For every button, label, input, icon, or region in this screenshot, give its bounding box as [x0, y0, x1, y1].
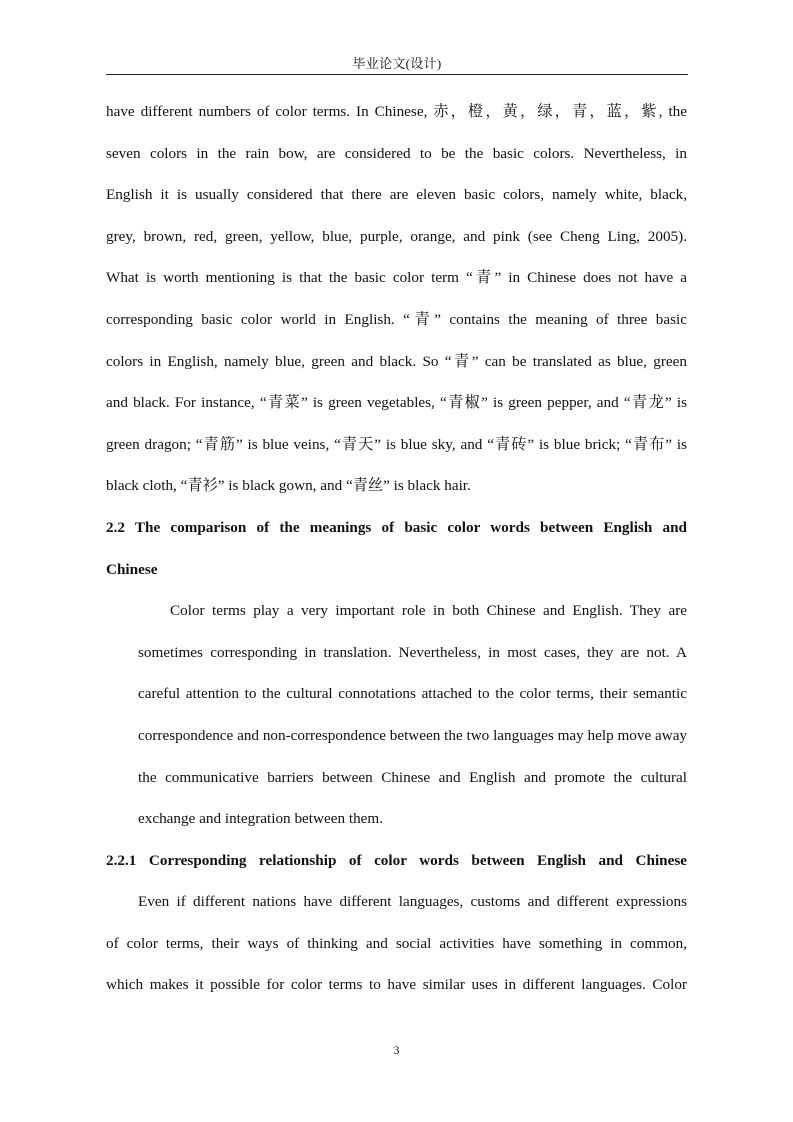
document-body — [106, 91, 687, 1006]
text-line: Color terms play a very important role in both Chinese and English. They are — [170, 602, 687, 620]
page-number: 3 — [393, 1043, 400, 1057]
text-line: What is worth mentioning is that the basic color term “青” in Chinese does not have a — [106, 269, 687, 287]
text-line: seven colors in the rain bow, are considered to be the basic colors. Nevertheless, in — [106, 144, 687, 162]
text-line: corresponding basic color world in English. “青” contains the meaning of three basic — [106, 310, 687, 328]
header-rule — [106, 74, 688, 75]
text-line: which makes it possible for color terms to have similar uses in different languages. Color — [106, 976, 687, 994]
text-line: English it is usually considered that there are eleven basic colors, namely white, black, — [106, 186, 687, 204]
text-line: black cloth, “青衫” is black gown, and “青丝” is black hair. — [106, 477, 471, 495]
heading-line: 2.2 The comparison of the meanings of basic color words between English and — [106, 518, 687, 536]
text-line: careful attention to the cultural connotations attached to the color terms, their semantic — [138, 685, 687, 703]
heading-line: Chinese — [106, 560, 158, 578]
running-header: 毕业论文(设计) — [352, 56, 442, 71]
paragraph-corresponding-relationship — [106, 881, 687, 1006]
text-line: Even if different nations have different languages, customs and different expressions — [138, 893, 687, 911]
text-line: of color terms, their ways of thinking and social activities have something in common, — [106, 934, 687, 952]
text-line: sometimes corresponding in translation. Nevertheless, in most cases, they are not. A — [138, 643, 687, 661]
text-line: correspondence and non-correspondence between the two languages may help move away — [138, 726, 688, 744]
section-heading-2-2-1 — [106, 840, 687, 882]
text-line: colors in English, namely blue, green and black. So “青” can be translated as blue, green — [106, 352, 687, 370]
heading-line: 2.2.1 Corresponding relationship of color words between English and Chinese — [106, 851, 687, 869]
text-line: and black. For instance, “青菜” is green vegetables, “青椒” is green pepper, and “青龙” is — [106, 394, 687, 412]
text-line: grey, brown, red, green, yellow, blue, purple, orange, and pink (see Cheng Ling, 2005). — [106, 227, 687, 245]
paragraph-color-terms-role — [106, 590, 687, 840]
text-line: green dragon; “青筋” is blue veins, “青天” is blue sky, and “青砖” is blue brick; “青布” is — [106, 435, 687, 453]
paragraph-basic-colors — [106, 91, 687, 507]
text-line: the communicative barriers between Chinese and English and promote the cultural — [138, 768, 687, 786]
text-line: have different numbers of color terms. In Chinese, 赤，橙，黄，绿，青，蓝，紫, the — [106, 103, 687, 120]
section-heading-2-2 — [106, 507, 687, 590]
text-line: exchange and integration between them. — [138, 810, 384, 828]
